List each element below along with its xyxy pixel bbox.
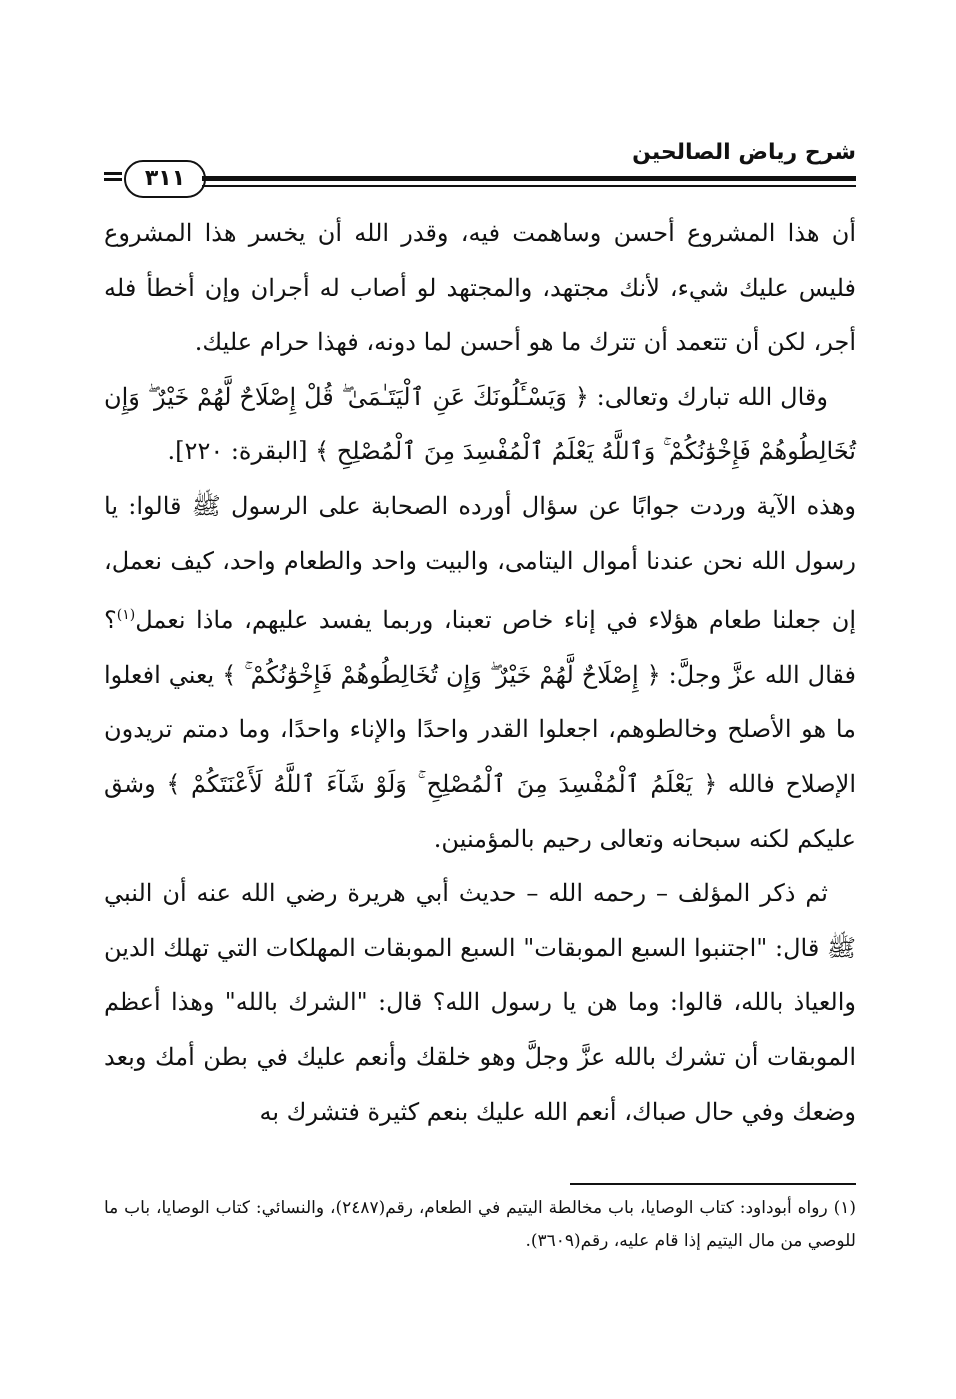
header-rule-thin — [202, 185, 856, 187]
quran-verse: ﴿ وَيَسْـَٔلُونَكَ عَنِ ٱلْيَتَـٰمَىٰ ۖ قُلْ إِصْلَاحٌ لَّهُمْ خَيْرٌ ۖ وَإِن تُخَالِطُوهُمْ فَإِخْوَٰنُكُمْ ۚ وَٱللَّهُ يَعْلَمُ ٱلْمُفْسِدَ مِنَ ٱلْمُصْلِحِ ﴾ — [104, 382, 856, 466]
quran-verse: ﴿ إِصْلَاحٌ لَّهُمْ خَيْرٌ ۖ وَإِن تُخَالِطُوهُمْ فَإِخْوَٰنُكُمْ ۚ ﴾ — [222, 660, 661, 689]
footnote-1: (١) رواه أبوداود: كتاب الوصايا، باب مخالطة اليتيم في الطعام، رقم(٢٤٨٧)، والنسائي: كتاب الوصايا، باب ما للوصي من مال اليتيم إذا قام عليه، رقم(٣٦٠٩). — [104, 1198, 856, 1251]
header-rule-thick — [202, 176, 856, 181]
paragraph-4: ثم ذكر المؤلف – رحمه الله – حديث أبي هريرة رضي الله عنه أن النبي ﷺ قال: "اجتنبوا السبع الموبقات" السبع الموبقات المهلكات التي تهلك الدين والعياذ بالله، قالوا: وما هن يا رسول الله؟ قال: "الشرك بالله" وهذا أعظم الموبقات أن تشرك بالله عزَّ وجلَّ وهو خلقك وأنعم عليك في بطن أمك وبعد وضعك وفي حال صباك، أنعم الله عليك بنعم كثيرة فتشرك به — [104, 879, 856, 1126]
paragraph-3-part-c: يعني افعلوا ما هو الأصلح وخالطوهم، اجعلوا القدر واحدًا والإناء واحدًا، وما دمتم تريدون الإصلاح فالله — [104, 660, 857, 798]
paragraph-3-part-d: وشق عليكم لكنه سبحانه وتعالى رحيم بالمؤمنين. — [104, 769, 856, 853]
paragraph-1: أن هذا المشروع أحسن وساهمت فيه، وقدر الله أن يخسر هذا المشروع فليس عليك شيء، لأنك مجتهد، والمجتهد لو أصاب له أجران وإن أخطأ فله أجر، لكن أن تتعمد أن تترك ما هو أحسن لما دونه، فهذا حرام عليك. — [104, 219, 856, 357]
paragraph-3 — [104, 479, 856, 866]
quran-verse: ﴿ يَعْلَمُ ٱلْمُفْسِدَ مِنَ ٱلْمُصْلِحِ ۚ وَلَوْ شَآءَ ٱللَّهُ لَأَعْنَتَكُمْ ﴾ — [166, 769, 718, 798]
book-title: شرح رياض الصالحين — [632, 140, 856, 165]
page-number-ornament — [104, 172, 122, 184]
page-number: ٣١١ — [124, 160, 206, 198]
page-header — [104, 140, 856, 200]
verse-reference: [البقرة: ٢٢٠]. — [167, 437, 316, 466]
footnote-separator — [570, 1183, 856, 1185]
footnote-marker: (١) — [116, 607, 136, 624]
page-number-box — [104, 160, 204, 200]
paragraph-3-part-a: وهذه الآية وردت جوابًا عن سؤال أورده الصحابة على الرسول ﷺ قالوا: يا رسول الله نحن عندنا أموال اليتامى، والبيت واحد والطعام واحد، كيف نعمل، إن جعلنا طعام هؤلاء في إناء خاص تعبنا، وربما يفسد عليهم، ماذا نعمل — [104, 491, 856, 635]
main-text — [104, 206, 856, 1139]
paragraph-3-part-b: ؟ فقال الله عزَّ وجلَّ: — [104, 606, 856, 689]
footnotes — [104, 1192, 856, 1258]
paragraph-2 — [104, 370, 856, 479]
paragraph-2-intro: وقال الله تبارك وتعالى: — [588, 382, 828, 411]
